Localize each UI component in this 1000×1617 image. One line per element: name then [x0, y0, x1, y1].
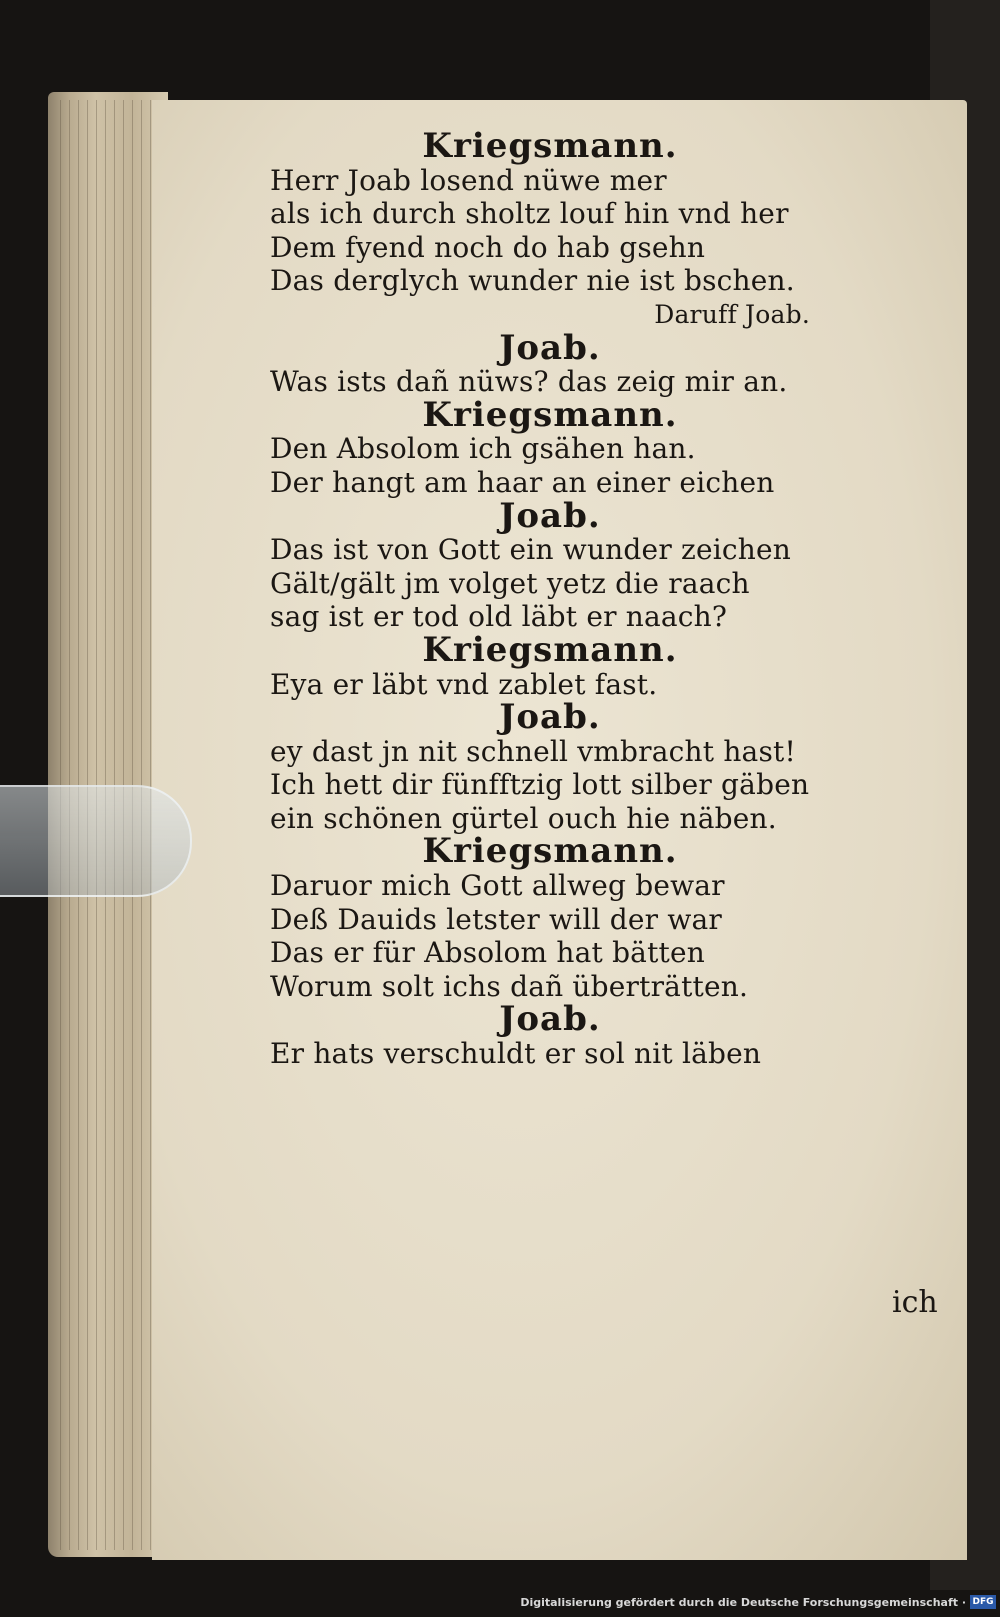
- speaker-heading: Joab.: [499, 327, 601, 368]
- verse-line: Ich hett dir fünfftzig lott silber gäben: [270, 768, 810, 802]
- verse-line: Daruor mich Gott allweg bewar: [270, 869, 725, 903]
- verse-line: Das derglych wunder nie ist bschen.: [270, 264, 795, 298]
- speaker-heading: Joab.: [499, 495, 601, 536]
- verse-line: Gält/gält jm volget yetz die raach: [270, 566, 750, 600]
- verse-line: Das ist von Gott ein wunder zeichen: [270, 533, 791, 567]
- page-text: [270, 126, 830, 1071]
- verse-line: Er hats verschuldt er sol nit läben: [270, 1037, 762, 1071]
- verse-line: ein schönen gürtel ouch hie näben.: [270, 801, 777, 835]
- speaker-heading: Joab.: [499, 697, 601, 738]
- plastic-clip: [0, 785, 192, 897]
- dfg-logo-icon: DFG: [970, 1595, 996, 1609]
- show-through-text: [887, 230, 967, 1330]
- speaker-heading: Joab.: [499, 999, 601, 1040]
- footer-credit: Digitalisierung gefördert durch die Deutsche Forschungsgemeinschaft ·: [520, 1596, 966, 1609]
- speaker-heading: Kriegsmann.: [422, 831, 678, 872]
- footer-bar: [0, 1590, 1000, 1617]
- stage-direction: Daruff Joab.: [654, 299, 810, 329]
- verse-line: Herr Joab losend nüwe mer: [270, 163, 667, 197]
- verse-line: Deß Dauids letster will der war: [270, 902, 722, 936]
- speaker-heading: Kriegsmann.: [422, 126, 678, 166]
- verse-line: Dem fyend noch do hab gsehn: [270, 230, 706, 264]
- speaker-heading: Kriegsmann.: [422, 394, 678, 435]
- book-page: [152, 100, 967, 1560]
- verse-line: Was ists dañ nüws? das zeig mir an.: [270, 365, 788, 399]
- verse-line: Eya er läbt vnd zablet fast.: [270, 667, 658, 701]
- verse-line: Der hangt am haar an einer eichen: [270, 465, 775, 499]
- verse-line: Den Absolom ich gsähen han.: [270, 432, 696, 466]
- verse-line: Das er für Absolom hat bätten: [270, 936, 705, 970]
- verse-line: als ich durch sholtz louf hin vnd her: [270, 197, 789, 231]
- verse-line: sag ist er tod old läbt er naach?: [270, 600, 728, 634]
- verse-line: ey dast jn nit schnell vmbracht hast!: [270, 734, 796, 768]
- catchword: ich: [892, 1285, 938, 1320]
- speaker-heading: Kriegsmann.: [422, 629, 678, 670]
- verse-line: Worum solt ichs dañ überträtten.: [270, 969, 749, 1003]
